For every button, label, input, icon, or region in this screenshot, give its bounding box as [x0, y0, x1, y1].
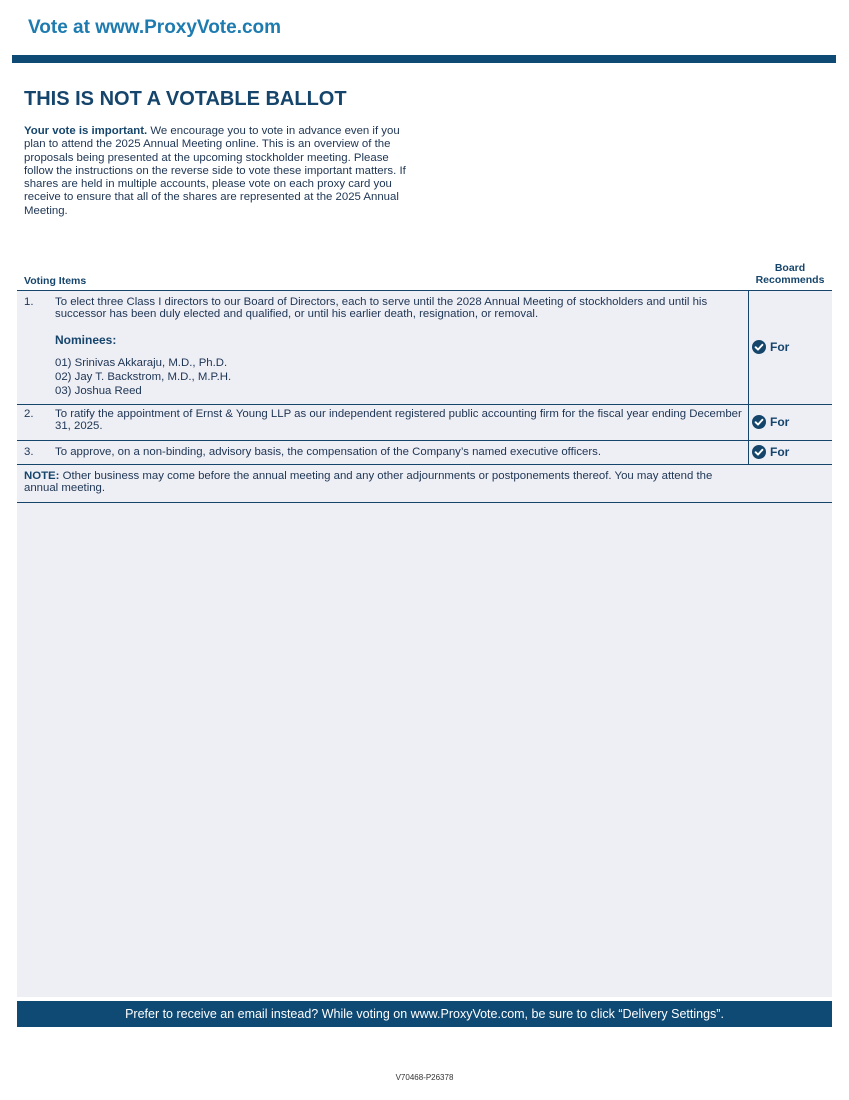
voting-items-header: Voting Items: [24, 275, 87, 287]
page-title: THIS IS NOT A VOTABLE BALLOT: [24, 88, 347, 110]
recommendation-label: For: [770, 340, 790, 354]
nominee-2: 02) Jay T. Backstrom, M.D., M.P.H.: [55, 371, 232, 383]
board-header-line2: Recommends: [755, 274, 825, 286]
recommendation-item-2: [752, 415, 789, 429]
table-rule-top: [17, 290, 832, 291]
item-number: 2.: [24, 408, 34, 420]
recommendation-label: For: [770, 415, 790, 429]
intro-paragraph: [24, 125, 409, 218]
nominee-1: 01) Srinivas Akkaraju, M.D., Ph.D.: [55, 357, 228, 369]
board-header-line1: Board: [774, 262, 806, 274]
board-recommends-header: [748, 262, 832, 286]
proxyvote-link[interactable]: Vote at www.ProxyVote.com: [28, 17, 282, 38]
check-circle-icon: [752, 445, 766, 459]
check-circle-icon: [752, 415, 766, 429]
email-delivery-banner: [17, 1001, 832, 1027]
note: [24, 471, 749, 494]
table-rule-bottom: [17, 502, 832, 503]
item-number: 3.: [24, 446, 34, 458]
nominee-3: 03) Joshua Reed: [55, 385, 142, 397]
table-rule-3: [17, 464, 832, 465]
recommendation-label: For: [770, 445, 790, 459]
email-delivery-text: Prefer to receive an email instead? While voting on www.ProxyVote.com, be sure to click “Delivery Settings”.: [125, 1007, 724, 1021]
document-id: V70468-P26378: [395, 1073, 454, 1082]
recommendation-item-3: [752, 445, 789, 459]
item-text: To ratify the appointment of Ernst & Young LLP as our independent registered public accounting firm for the fiscal year ending December 31, 2025.: [55, 408, 742, 432]
recommendation-item-1: [752, 340, 789, 354]
table-column-divider: [748, 290, 749, 464]
header-divider: [12, 55, 836, 63]
table-rule-1: [17, 404, 832, 405]
item-number: 1.: [24, 296, 34, 308]
nominees-title: Nominees:: [55, 333, 117, 347]
item-text: To approve, on a non-binding, advisory basis, the compensation of the Company’s named executive officers.: [55, 446, 602, 458]
item-text: To elect three Class I directors to our Board of Directors, each to serve until the 2028 Annual Meeting of stockholders and until his successor has been duly elected and qualified, or until his earlier death, resignation, or removal.: [55, 296, 708, 320]
table-rule-2: [17, 440, 832, 441]
check-circle-icon: [752, 340, 766, 354]
intro-body: We encourage you to vote in advance even if you plan to attend the 2025 Annual Meeting online. This is an overview of the proposals being presented at the upcoming stockholder meeting. Please follow the instructions on the reverse side to vote these important matters. If shares are held in multiple accounts, please vote on each proxy card you receive to ensure that all of the shares are represented at the 2025 Annual Meeting.: [24, 125, 406, 217]
note-text: Other business may come before the annual meeting and any other adjournments or postponements thereof. You may attend the annual meeting.: [24, 470, 713, 494]
note-label: NOTE:: [24, 470, 60, 482]
intro-lead: Your vote is important.: [24, 125, 148, 137]
